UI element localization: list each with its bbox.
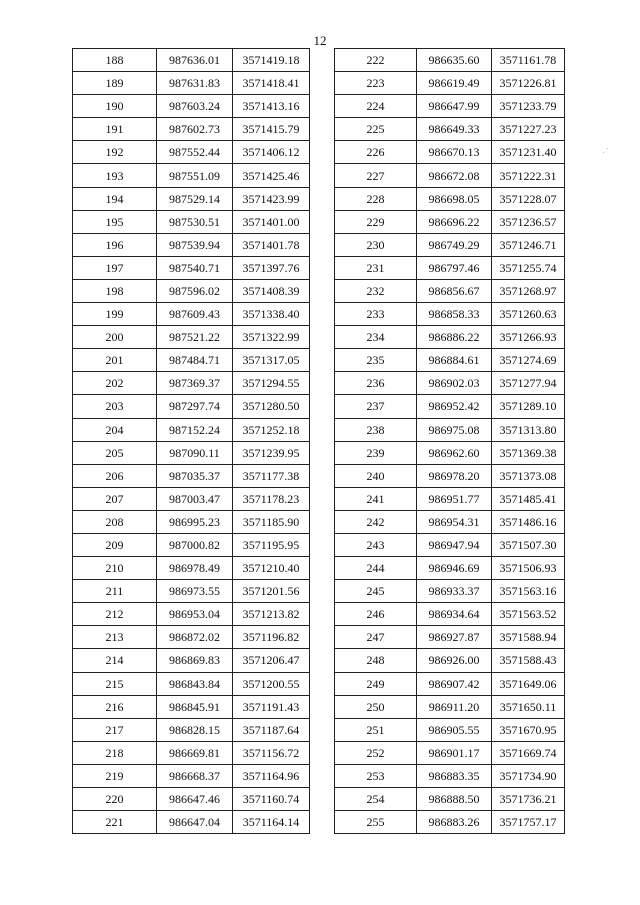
y-coordinate-cell: 3571239.95	[233, 441, 310, 464]
x-coordinate-cell: 986946.69	[417, 557, 492, 580]
table-row	[335, 118, 565, 141]
y-coordinate-cell: 3571260.63	[492, 303, 565, 326]
y-coordinate-cell: 3571200.55	[233, 672, 310, 695]
scan-speck	[603, 152, 604, 153]
coordinates-table-right	[334, 48, 565, 834]
x-coordinate-cell: 986698.05	[417, 187, 492, 210]
x-coordinate-cell: 986647.99	[417, 95, 492, 118]
y-coordinate-cell: 3571156.72	[233, 741, 310, 764]
x-coordinate-cell: 986954.31	[417, 510, 492, 533]
y-coordinate-cell: 3571563.16	[492, 580, 565, 603]
point-number-cell: 250	[335, 695, 417, 718]
y-coordinate-cell: 3571210.40	[233, 557, 310, 580]
table-row	[335, 164, 565, 187]
y-coordinate-cell: 3571650.11	[492, 695, 565, 718]
table-row	[335, 72, 565, 95]
y-coordinate-cell: 3571670.95	[492, 718, 565, 741]
point-number-cell: 210	[73, 557, 157, 580]
y-coordinate-cell: 3571196.82	[233, 626, 310, 649]
x-coordinate-cell: 986828.15	[157, 718, 233, 741]
table-row	[335, 764, 565, 787]
y-coordinate-cell: 3571280.50	[233, 395, 310, 418]
x-coordinate-cell: 986670.13	[417, 141, 492, 164]
x-coordinate-cell: 986669.81	[157, 741, 233, 764]
x-coordinate-cell: 986649.33	[417, 118, 492, 141]
table-row	[73, 49, 310, 72]
point-number-cell: 251	[335, 718, 417, 741]
x-coordinate-cell: 986901.17	[417, 741, 492, 764]
point-number-cell: 242	[335, 510, 417, 533]
table-row	[73, 233, 310, 256]
y-coordinate-cell: 3571160.74	[233, 788, 310, 811]
table-row	[335, 418, 565, 441]
y-coordinate-cell: 3571322.99	[233, 326, 310, 349]
table-row	[73, 279, 310, 302]
table-row	[335, 49, 565, 72]
point-number-cell: 223	[335, 72, 417, 95]
y-coordinate-cell: 3571201.56	[233, 580, 310, 603]
table-row	[335, 510, 565, 533]
x-coordinate-cell: 986647.04	[157, 811, 233, 834]
point-number-cell: 193	[73, 164, 157, 187]
y-coordinate-cell: 3571313.80	[492, 418, 565, 441]
table-row	[335, 349, 565, 372]
point-number-cell: 201	[73, 349, 157, 372]
point-number-cell: 239	[335, 441, 417, 464]
x-coordinate-cell: 987530.51	[157, 210, 233, 233]
point-number-cell: 189	[73, 72, 157, 95]
table-row	[73, 303, 310, 326]
table-row	[335, 741, 565, 764]
table-row	[73, 603, 310, 626]
y-coordinate-cell: 3571397.76	[233, 256, 310, 279]
y-coordinate-cell: 3571164.96	[233, 764, 310, 787]
point-number-cell: 195	[73, 210, 157, 233]
y-coordinate-cell: 3571236.57	[492, 210, 565, 233]
table-row	[73, 164, 310, 187]
y-coordinate-cell: 3571408.39	[233, 279, 310, 302]
x-coordinate-cell: 986843.84	[157, 672, 233, 695]
table-row	[73, 118, 310, 141]
x-coordinate-cell: 986696.22	[417, 210, 492, 233]
y-coordinate-cell: 3571338.40	[233, 303, 310, 326]
y-coordinate-cell: 3571222.31	[492, 164, 565, 187]
table-row	[335, 187, 565, 210]
x-coordinate-cell: 987152.24	[157, 418, 233, 441]
point-number-cell: 215	[73, 672, 157, 695]
point-number-cell: 221	[73, 811, 157, 834]
x-coordinate-cell: 986635.60	[417, 49, 492, 72]
point-number-cell: 219	[73, 764, 157, 787]
table-row	[73, 256, 310, 279]
y-coordinate-cell: 3571233.79	[492, 95, 565, 118]
point-number-cell: 249	[335, 672, 417, 695]
x-coordinate-cell: 987297.74	[157, 395, 233, 418]
x-coordinate-cell: 987551.09	[157, 164, 233, 187]
y-coordinate-cell: 3571425.46	[233, 164, 310, 187]
table-row	[73, 695, 310, 718]
table-row	[73, 95, 310, 118]
point-number-cell: 236	[335, 372, 417, 395]
point-number-cell: 227	[335, 164, 417, 187]
y-coordinate-cell: 3571736.21	[492, 788, 565, 811]
table-row	[335, 256, 565, 279]
point-number-cell: 207	[73, 487, 157, 510]
table-row	[335, 233, 565, 256]
y-coordinate-cell: 3571294.55	[233, 372, 310, 395]
y-coordinate-cell: 3571231.40	[492, 141, 565, 164]
point-number-cell: 206	[73, 464, 157, 487]
x-coordinate-cell: 986797.46	[417, 256, 492, 279]
point-number-cell: 211	[73, 580, 157, 603]
table-row	[73, 510, 310, 533]
table-row	[73, 741, 310, 764]
table-row	[73, 533, 310, 556]
table-row	[73, 788, 310, 811]
x-coordinate-cell: 986869.83	[157, 649, 233, 672]
y-coordinate-cell: 3571161.78	[492, 49, 565, 72]
point-number-cell: 243	[335, 533, 417, 556]
x-coordinate-cell: 986926.00	[417, 649, 492, 672]
point-number-cell: 220	[73, 788, 157, 811]
point-number-cell: 246	[335, 603, 417, 626]
x-coordinate-cell: 987631.83	[157, 72, 233, 95]
point-number-cell: 216	[73, 695, 157, 718]
x-coordinate-cell: 986973.55	[157, 580, 233, 603]
x-coordinate-cell: 986934.64	[417, 603, 492, 626]
point-number-cell: 248	[335, 649, 417, 672]
x-coordinate-cell: 986953.04	[157, 603, 233, 626]
x-coordinate-cell: 986905.55	[417, 718, 492, 741]
table-row	[335, 557, 565, 580]
table-row	[73, 418, 310, 441]
table-row	[335, 718, 565, 741]
table-row	[335, 533, 565, 556]
table-row	[73, 141, 310, 164]
y-coordinate-cell: 3571185.90	[233, 510, 310, 533]
point-number-cell: 240	[335, 464, 417, 487]
table-row	[335, 95, 565, 118]
point-number-cell: 238	[335, 418, 417, 441]
y-coordinate-cell: 3571413.16	[233, 95, 310, 118]
y-coordinate-cell: 3571486.16	[492, 510, 565, 533]
x-coordinate-cell: 986978.20	[417, 464, 492, 487]
y-coordinate-cell: 3571277.94	[492, 372, 565, 395]
x-coordinate-cell: 987529.14	[157, 187, 233, 210]
x-coordinate-cell: 987636.01	[157, 49, 233, 72]
table-row	[73, 441, 310, 464]
y-coordinate-cell: 3571266.93	[492, 326, 565, 349]
x-coordinate-cell: 986668.37	[157, 764, 233, 787]
x-coordinate-cell: 986647.46	[157, 788, 233, 811]
point-number-cell: 202	[73, 372, 157, 395]
y-coordinate-cell: 3571757.17	[492, 811, 565, 834]
table-row	[335, 464, 565, 487]
y-coordinate-cell: 3571255.74	[492, 256, 565, 279]
point-number-cell: 214	[73, 649, 157, 672]
point-number-cell: 253	[335, 764, 417, 787]
x-coordinate-cell: 986911.20	[417, 695, 492, 718]
point-number-cell: 213	[73, 626, 157, 649]
y-coordinate-cell: 3571164.14	[233, 811, 310, 834]
table-row	[73, 210, 310, 233]
point-number-cell: 199	[73, 303, 157, 326]
y-coordinate-cell: 3571227.23	[492, 118, 565, 141]
y-coordinate-cell: 3571268.97	[492, 279, 565, 302]
x-coordinate-cell: 986858.33	[417, 303, 492, 326]
point-number-cell: 194	[73, 187, 157, 210]
x-coordinate-cell: 987609.43	[157, 303, 233, 326]
point-number-cell: 188	[73, 49, 157, 72]
point-number-cell: 229	[335, 210, 417, 233]
x-coordinate-cell: 987521.22	[157, 326, 233, 349]
table-row	[335, 603, 565, 626]
table-body-right	[335, 49, 565, 834]
x-coordinate-cell: 986907.42	[417, 672, 492, 695]
table-row	[73, 464, 310, 487]
x-coordinate-cell: 987540.71	[157, 256, 233, 279]
table-row	[73, 626, 310, 649]
table-row	[335, 695, 565, 718]
point-number-cell: 233	[335, 303, 417, 326]
table-row	[73, 372, 310, 395]
table-row	[73, 395, 310, 418]
y-coordinate-cell: 3571415.79	[233, 118, 310, 141]
y-coordinate-cell: 3571187.64	[233, 718, 310, 741]
x-coordinate-cell: 986933.37	[417, 580, 492, 603]
y-coordinate-cell: 3571669.74	[492, 741, 565, 764]
x-coordinate-cell: 987035.37	[157, 464, 233, 487]
table-row	[73, 557, 310, 580]
table-row	[335, 487, 565, 510]
point-number-cell: 244	[335, 557, 417, 580]
point-number-cell: 208	[73, 510, 157, 533]
table-row	[335, 395, 565, 418]
y-coordinate-cell: 3571373.08	[492, 464, 565, 487]
table-row	[73, 487, 310, 510]
x-coordinate-cell: 987552.44	[157, 141, 233, 164]
x-coordinate-cell: 986947.94	[417, 533, 492, 556]
point-number-cell: 212	[73, 603, 157, 626]
y-coordinate-cell: 3571289.10	[492, 395, 565, 418]
y-coordinate-cell: 3571423.99	[233, 187, 310, 210]
table-row	[335, 210, 565, 233]
table-row	[73, 718, 310, 741]
table-row	[73, 580, 310, 603]
y-coordinate-cell: 3571213.82	[233, 603, 310, 626]
coordinates-table-left	[72, 48, 310, 834]
x-coordinate-cell: 987000.82	[157, 533, 233, 556]
y-coordinate-cell: 3571649.06	[492, 672, 565, 695]
point-number-cell: 226	[335, 141, 417, 164]
table-row	[73, 187, 310, 210]
point-number-cell: 255	[335, 811, 417, 834]
point-number-cell: 224	[335, 95, 417, 118]
x-coordinate-cell: 987003.47	[157, 487, 233, 510]
point-number-cell: 191	[73, 118, 157, 141]
x-coordinate-cell: 986951.77	[417, 487, 492, 510]
point-number-cell: 203	[73, 395, 157, 418]
table-row	[73, 811, 310, 834]
y-coordinate-cell: 3571178.23	[233, 487, 310, 510]
x-coordinate-cell: 986672.08	[417, 164, 492, 187]
y-coordinate-cell: 3571246.71	[492, 233, 565, 256]
point-number-cell: 232	[335, 279, 417, 302]
y-coordinate-cell: 3571226.81	[492, 72, 565, 95]
table-row	[73, 326, 310, 349]
y-coordinate-cell: 3571485.41	[492, 487, 565, 510]
y-coordinate-cell: 3571274.69	[492, 349, 565, 372]
table-row	[73, 649, 310, 672]
y-coordinate-cell: 3571734.90	[492, 764, 565, 787]
x-coordinate-cell: 986883.26	[417, 811, 492, 834]
x-coordinate-cell: 987603.24	[157, 95, 233, 118]
x-coordinate-cell: 987539.94	[157, 233, 233, 256]
point-number-cell: 231	[335, 256, 417, 279]
x-coordinate-cell: 986978.49	[157, 557, 233, 580]
x-coordinate-cell: 987596.02	[157, 279, 233, 302]
table-row	[73, 349, 310, 372]
y-coordinate-cell: 3571506.93	[492, 557, 565, 580]
x-coordinate-cell: 987484.71	[157, 349, 233, 372]
point-number-cell: 228	[335, 187, 417, 210]
point-number-cell: 200	[73, 326, 157, 349]
point-number-cell: 234	[335, 326, 417, 349]
scan-speck	[607, 148, 608, 149]
table-row	[335, 372, 565, 395]
point-number-cell: 245	[335, 580, 417, 603]
point-number-cell: 247	[335, 626, 417, 649]
point-number-cell: 204	[73, 418, 157, 441]
point-number-cell: 241	[335, 487, 417, 510]
x-coordinate-cell: 987369.37	[157, 372, 233, 395]
x-coordinate-cell: 986872.02	[157, 626, 233, 649]
point-number-cell: 197	[73, 256, 157, 279]
table-body-left	[73, 49, 310, 834]
table-row	[335, 141, 565, 164]
x-coordinate-cell: 986883.35	[417, 764, 492, 787]
table-row	[335, 649, 565, 672]
x-coordinate-cell: 987602.73	[157, 118, 233, 141]
point-number-cell: 230	[335, 233, 417, 256]
table-row	[335, 580, 565, 603]
y-coordinate-cell: 3571252.18	[233, 418, 310, 441]
x-coordinate-cell: 986856.67	[417, 279, 492, 302]
point-number-cell: 192	[73, 141, 157, 164]
x-coordinate-cell: 986902.03	[417, 372, 492, 395]
table-row	[335, 441, 565, 464]
table-row	[335, 279, 565, 302]
point-number-cell: 217	[73, 718, 157, 741]
y-coordinate-cell: 3571401.00	[233, 210, 310, 233]
y-coordinate-cell: 3571588.43	[492, 649, 565, 672]
table-row	[73, 672, 310, 695]
x-coordinate-cell: 986962.60	[417, 441, 492, 464]
x-coordinate-cell: 986952.42	[417, 395, 492, 418]
y-coordinate-cell: 3571177.38	[233, 464, 310, 487]
point-number-cell: 235	[335, 349, 417, 372]
x-coordinate-cell: 986886.22	[417, 326, 492, 349]
table-row	[335, 672, 565, 695]
y-coordinate-cell: 3571563.52	[492, 603, 565, 626]
y-coordinate-cell: 3571228.07	[492, 187, 565, 210]
point-number-cell: 196	[73, 233, 157, 256]
x-coordinate-cell: 987090.11	[157, 441, 233, 464]
x-coordinate-cell: 986975.08	[417, 418, 492, 441]
point-number-cell: 198	[73, 279, 157, 302]
y-coordinate-cell: 3571369.38	[492, 441, 565, 464]
point-number-cell: 190	[73, 95, 157, 118]
table-row	[335, 326, 565, 349]
x-coordinate-cell: 986845.91	[157, 695, 233, 718]
point-number-cell: 237	[335, 395, 417, 418]
table-row	[73, 764, 310, 787]
y-coordinate-cell: 3571195.95	[233, 533, 310, 556]
y-coordinate-cell: 3571419.18	[233, 49, 310, 72]
point-number-cell: 225	[335, 118, 417, 141]
table-row	[73, 72, 310, 95]
x-coordinate-cell: 986884.61	[417, 349, 492, 372]
x-coordinate-cell: 986888.50	[417, 788, 492, 811]
y-coordinate-cell: 3571401.78	[233, 233, 310, 256]
point-number-cell: 205	[73, 441, 157, 464]
x-coordinate-cell: 986749.29	[417, 233, 492, 256]
table-row	[335, 303, 565, 326]
y-coordinate-cell: 3571206.47	[233, 649, 310, 672]
table-row	[335, 811, 565, 834]
y-coordinate-cell: 3571588.94	[492, 626, 565, 649]
x-coordinate-cell: 986619.49	[417, 72, 492, 95]
table-row	[335, 788, 565, 811]
table-row	[335, 626, 565, 649]
x-coordinate-cell: 986995.23	[157, 510, 233, 533]
point-number-cell: 209	[73, 533, 157, 556]
y-coordinate-cell: 3571418.41	[233, 72, 310, 95]
point-number-cell: 254	[335, 788, 417, 811]
point-number-cell: 218	[73, 741, 157, 764]
y-coordinate-cell: 3571406.12	[233, 141, 310, 164]
y-coordinate-cell: 3571191.43	[233, 695, 310, 718]
x-coordinate-cell: 986927.87	[417, 626, 492, 649]
y-coordinate-cell: 3571507.30	[492, 533, 565, 556]
point-number-cell: 252	[335, 741, 417, 764]
page-number: 12	[313, 33, 327, 48]
y-coordinate-cell: 3571317.05	[233, 349, 310, 372]
point-number-cell: 222	[335, 49, 417, 72]
